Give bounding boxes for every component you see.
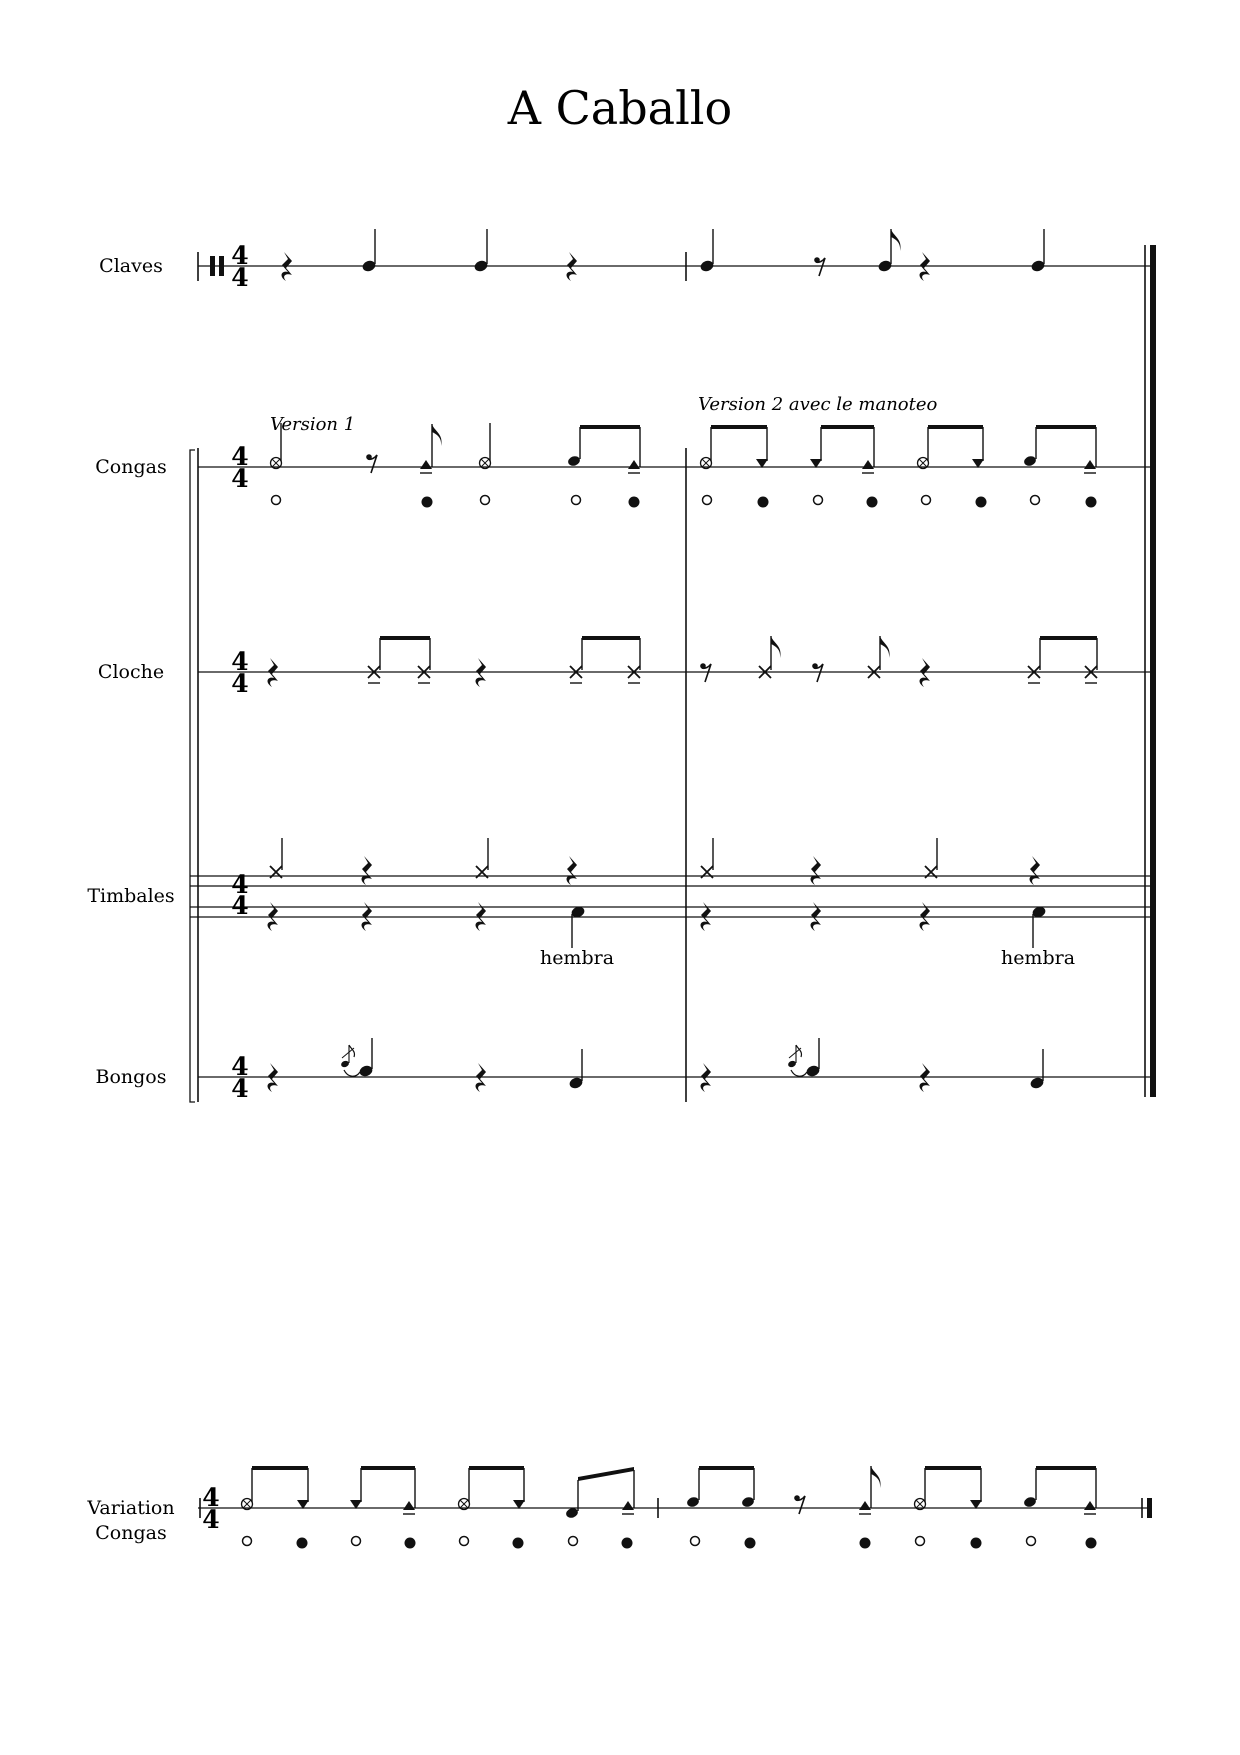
svg-text:4: 4: [231, 464, 249, 493]
note: [361, 229, 377, 273]
beam: [821, 425, 874, 429]
rest: [567, 856, 577, 885]
instrument-name-bongos: Bongos: [95, 1066, 167, 1088]
mute-note: [1084, 1468, 1096, 1514]
svg-text:4: 4: [231, 1052, 249, 1081]
heel-note: [513, 1468, 525, 1509]
lyric-hembra-1: hembra: [539, 947, 615, 969]
heel-note: [810, 427, 822, 468]
open-note: [567, 427, 581, 467]
svg-text:4: 4: [202, 1505, 220, 1534]
beam: [928, 425, 983, 429]
system-1: [87, 229, 1156, 1103]
beam: [582, 636, 640, 640]
svg-text:4: 4: [231, 647, 249, 676]
open-note: [1023, 427, 1037, 467]
svg-text:4: 4: [231, 1074, 249, 1103]
beam: [925, 1466, 981, 1470]
slap-note: [701, 427, 712, 469]
heel-note: [972, 427, 984, 468]
note: [1029, 1049, 1045, 1090]
system-2-variation: [86, 1466, 1152, 1549]
instrument-name-timbales: Timbales: [87, 885, 175, 907]
group-bracket: [190, 450, 195, 1102]
slap-note: [242, 1468, 253, 1510]
rest: [811, 856, 821, 885]
note: [699, 229, 715, 273]
staff-cloche: [198, 636, 1150, 698]
time-signature-denominator: 4: [231, 263, 249, 292]
beam: [1036, 425, 1096, 429]
note: [805, 1038, 821, 1078]
svg-text:4: 4: [231, 669, 249, 698]
cascara-note: [476, 838, 488, 878]
beam: [252, 1466, 308, 1470]
hembra-note: [1031, 905, 1047, 948]
open-note: [686, 1468, 700, 1508]
beam: [1036, 1466, 1096, 1470]
instrument-name-variation-congas: Congas: [95, 1522, 167, 1544]
note: [568, 1049, 584, 1090]
staff-bongos: [198, 1038, 1150, 1103]
note: [1030, 229, 1046, 273]
staff-timbales: [190, 838, 1150, 969]
svg-text:4: 4: [231, 870, 249, 899]
bell-note: [628, 638, 640, 683]
mute-note: [1084, 427, 1096, 473]
time-signature-numerator: 4: [231, 241, 249, 270]
low-note: [565, 1480, 579, 1519]
slap-note: [915, 1468, 926, 1510]
bell-note: [570, 638, 582, 683]
instrument-name-claves: Claves: [99, 255, 163, 277]
rest: [1030, 856, 1040, 885]
mute-note: [628, 427, 640, 473]
cascara-note: [270, 838, 282, 878]
direction-version-2: Version 2 avec le manoteo: [698, 394, 938, 415]
instrument-name-congas: Congas: [95, 456, 167, 478]
instrument-name-variation: Variation: [87, 1497, 175, 1519]
mute-note: [403, 1468, 415, 1514]
hembra-note: [570, 905, 586, 948]
staff-claves: [198, 229, 1150, 292]
svg-text:4: 4: [202, 1483, 220, 1512]
lower-voice-variation: [243, 1537, 1097, 1549]
lower-voice-congas: [272, 496, 1097, 508]
rest: [362, 856, 372, 885]
beam: [580, 425, 640, 429]
slap-note: [459, 1468, 470, 1510]
grace-note: [340, 1045, 360, 1076]
score-title: A Caballo: [507, 81, 733, 135]
bell-note: [1028, 638, 1040, 683]
mute-note: [862, 427, 874, 473]
grace-note: [787, 1045, 807, 1076]
staff-congas: [198, 423, 1150, 508]
rest: [366, 454, 377, 473]
open-note: [1023, 1468, 1037, 1508]
mute-note: [859, 1466, 881, 1514]
beam: [380, 636, 430, 640]
final-barline-thick: [1147, 1498, 1152, 1518]
mute-note: [420, 424, 442, 473]
heel-note: [756, 427, 768, 468]
beam: [711, 425, 767, 429]
lyric-hembra-2: hembra: [1000, 947, 1076, 969]
slap-note: [480, 423, 491, 469]
percussion-clef: [210, 256, 215, 276]
bell-note: [1085, 638, 1097, 683]
heel-note: [970, 1468, 982, 1509]
svg-text:4: 4: [231, 891, 249, 920]
cascara-note: [925, 838, 937, 878]
beam: [361, 1466, 415, 1470]
bell-note: [418, 638, 430, 683]
heel-note: [297, 1468, 309, 1509]
open-note: [741, 1468, 755, 1508]
note: [473, 229, 489, 273]
cascara-note: [701, 838, 713, 878]
mute-note: [622, 1470, 634, 1514]
beam: [699, 1466, 754, 1470]
direction-version-1: Version 1: [270, 414, 356, 435]
beam: [1040, 636, 1097, 640]
final-barline-thick: [1150, 245, 1156, 1097]
bell-note: [368, 638, 380, 683]
beam: [469, 1466, 524, 1470]
heel-note: [350, 1468, 362, 1509]
slap-note: [918, 427, 929, 469]
rest: [794, 1495, 805, 1514]
note: [358, 1038, 374, 1078]
beam: [578, 1467, 634, 1481]
instrument-name-cloche: Cloche: [97, 661, 165, 683]
svg-text:4: 4: [231, 442, 249, 471]
